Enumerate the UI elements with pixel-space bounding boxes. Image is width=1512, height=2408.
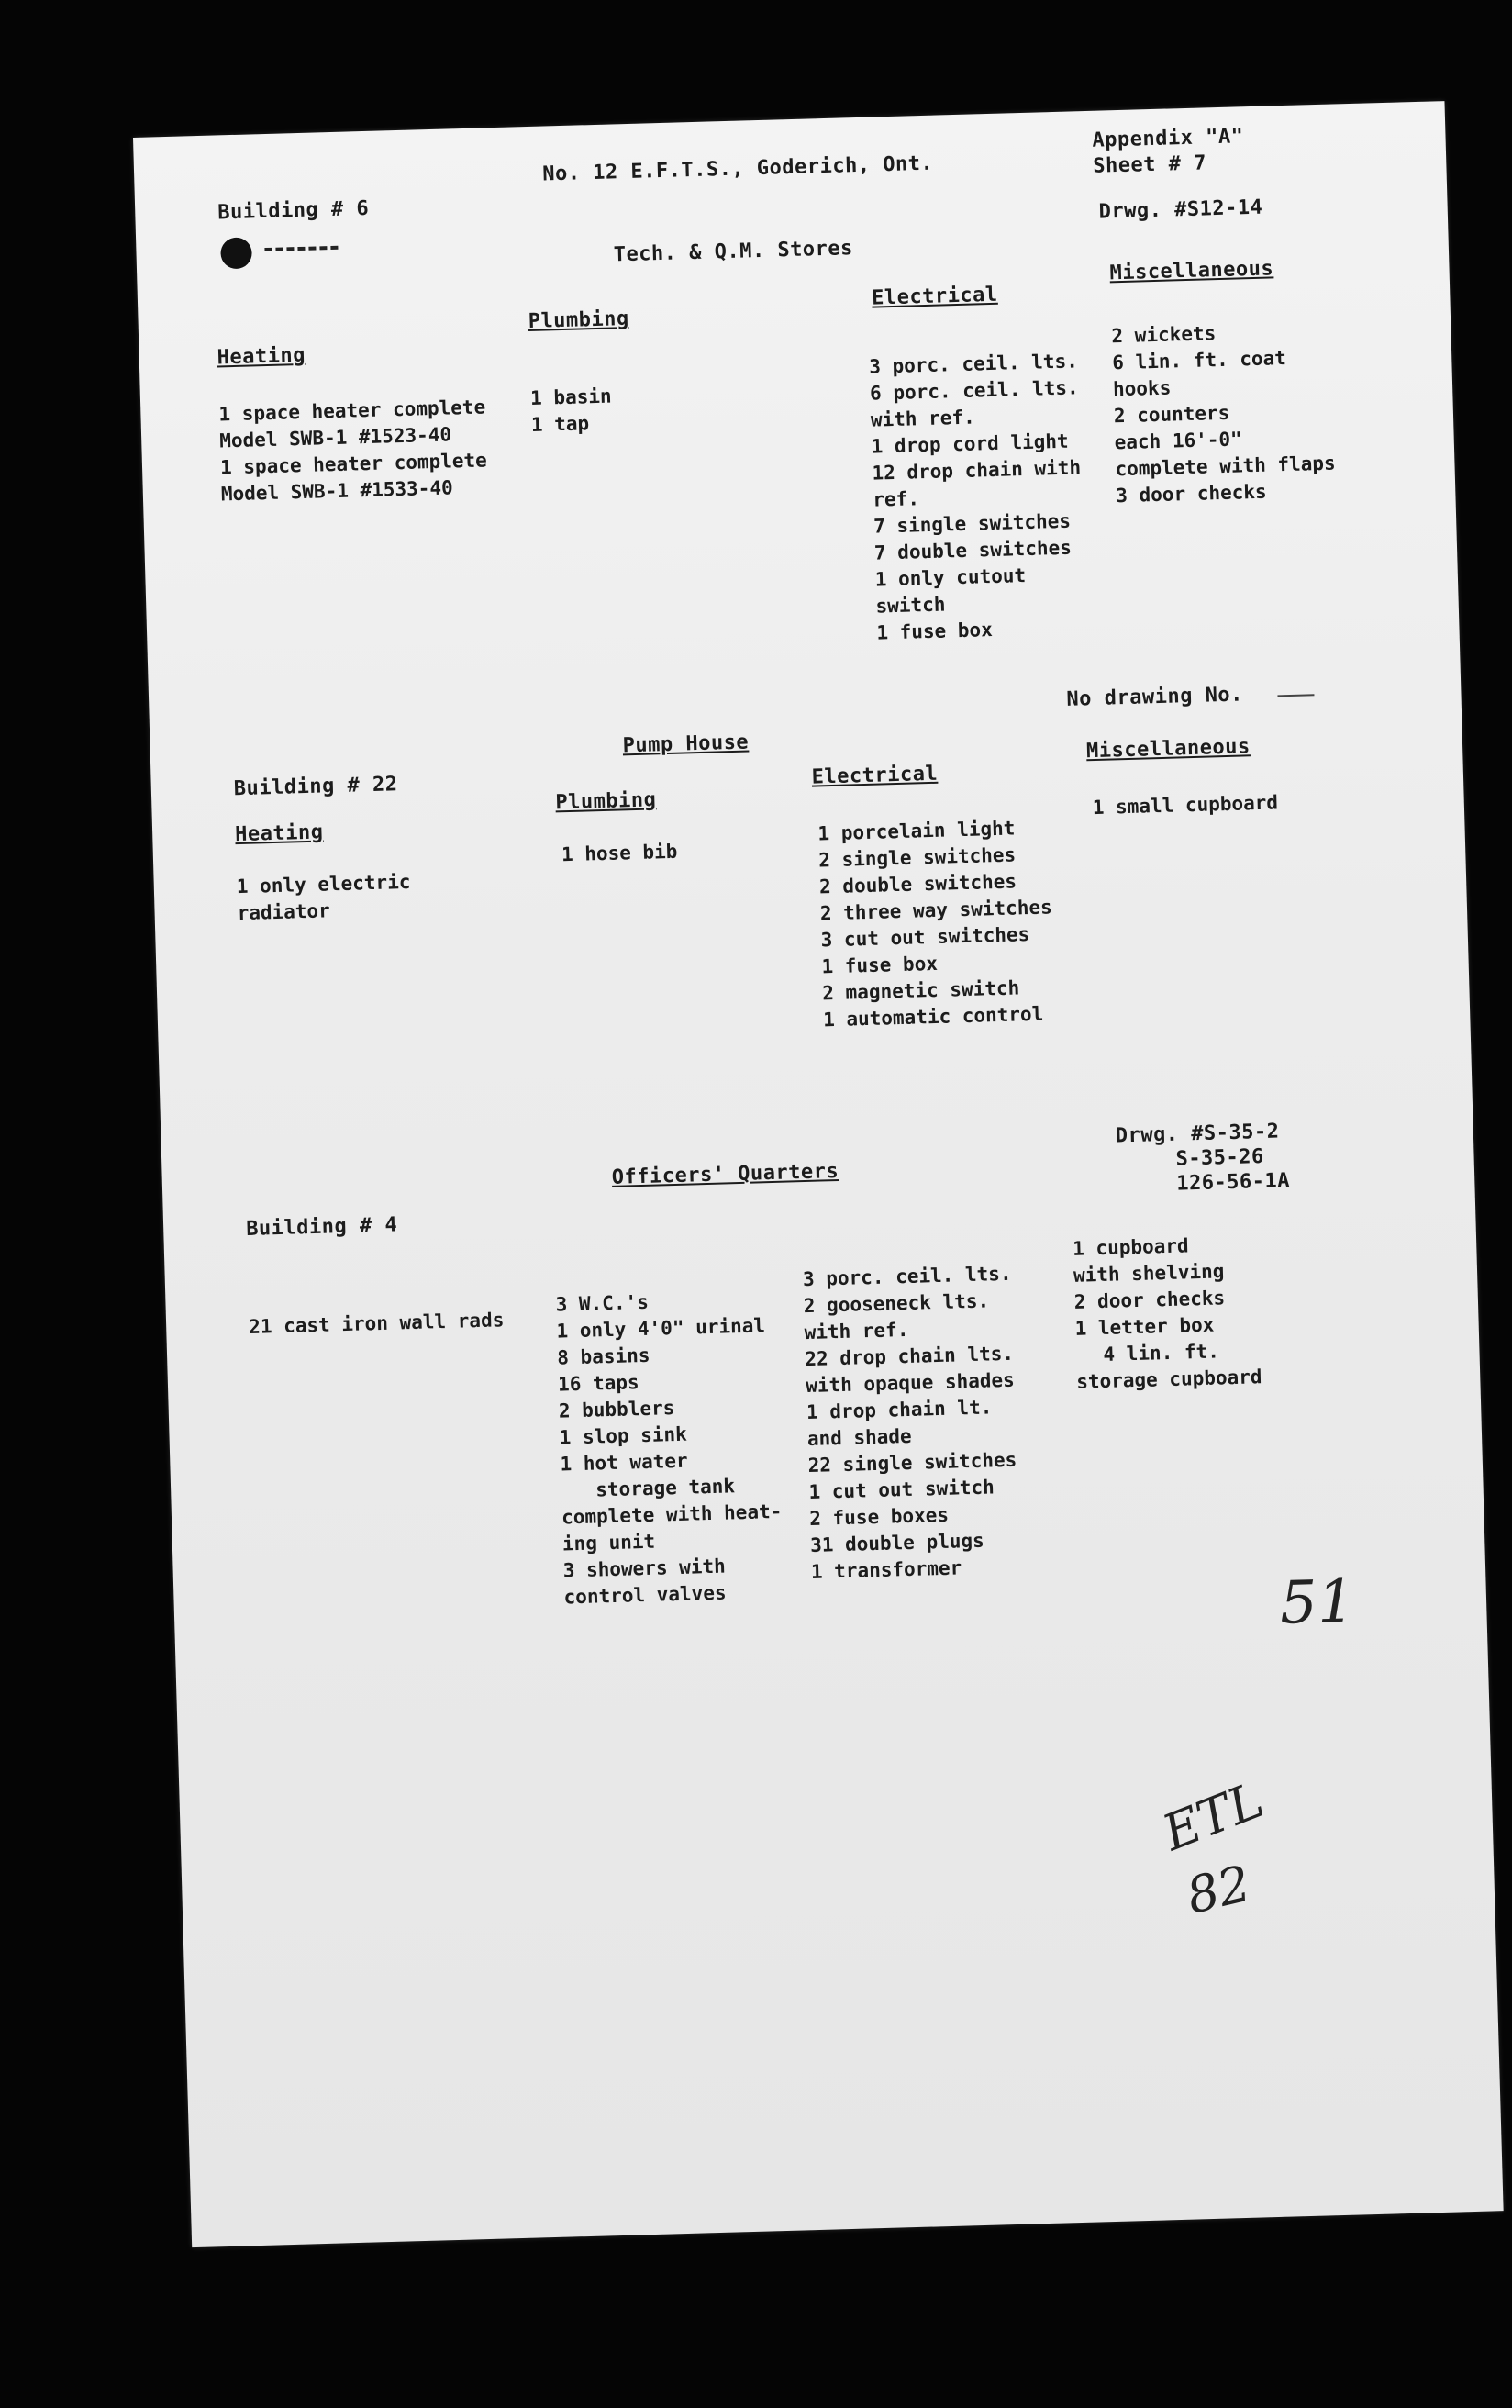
list-item: 1 letter box bbox=[1074, 1313, 1215, 1340]
list-item: with opaque shades bbox=[805, 1368, 1016, 1398]
list-item: 3 porc. ceil. lts. bbox=[802, 1262, 1012, 1291]
list-item: each 16'-0" bbox=[1114, 428, 1243, 454]
list-item: Model SWB-1 #1533-40 bbox=[220, 476, 453, 506]
ink-blot-mark bbox=[220, 237, 252, 269]
list-item: 3 porc. ceil. lts. bbox=[868, 350, 1079, 378]
list-item: 2 single switches bbox=[817, 843, 1017, 872]
list-item: with ref. bbox=[870, 406, 975, 431]
drawing-number: S-35-26 bbox=[1175, 1145, 1265, 1171]
list-item: 1 transformer bbox=[810, 1556, 962, 1583]
list-item: 4 lin. ft. bbox=[1103, 1340, 1220, 1366]
list-item: switch bbox=[875, 593, 946, 618]
list-item: 1 small cupboard bbox=[1092, 791, 1279, 819]
list-item: 1 drop cord light bbox=[871, 429, 1069, 458]
list-item: 1 slop sink bbox=[559, 1422, 688, 1449]
section-title: Pump House bbox=[622, 730, 750, 758]
list-item: 7 double switches bbox=[873, 536, 1073, 564]
list-item: 2 counters bbox=[1113, 401, 1230, 428]
list-item: 8 basins bbox=[556, 1343, 650, 1369]
dash-mark bbox=[264, 246, 338, 251]
list-item: with ref. bbox=[804, 1318, 909, 1344]
misc-list bbox=[1111, 318, 1337, 510]
electrical-heading: Electrical bbox=[811, 762, 939, 789]
list-item: 2 wickets bbox=[1111, 322, 1217, 348]
list-item: 3 showers with bbox=[562, 1555, 727, 1582]
list-item: 1 tap bbox=[530, 412, 590, 437]
list-item: hooks bbox=[1112, 376, 1172, 401]
list-item: 2 gooseneck lts. bbox=[803, 1289, 990, 1318]
misc-list bbox=[1073, 1231, 1262, 1396]
list-item: 2 fuse boxes bbox=[808, 1503, 950, 1530]
list-item: and shade bbox=[806, 1424, 912, 1451]
list-item: 22 drop chain lts. bbox=[805, 1342, 1015, 1371]
list-item: 31 double plugs bbox=[809, 1529, 985, 1556]
heating-heading: Heating bbox=[217, 343, 306, 370]
list-item: 2 door checks bbox=[1073, 1287, 1226, 1313]
list-item: 3 cut out switches bbox=[820, 923, 1030, 952]
drawing-number: Drwg. #S12-14 bbox=[1098, 195, 1263, 224]
electrical-list bbox=[869, 348, 1085, 646]
building-label: Building # 6 bbox=[217, 196, 370, 225]
document-page bbox=[133, 101, 1504, 2247]
heating-list bbox=[249, 1307, 505, 1341]
heating-heading: Heating bbox=[234, 820, 324, 847]
list-item: complete with flaps bbox=[1115, 452, 1336, 481]
dash-mark bbox=[1277, 694, 1314, 697]
list-item: 1 porcelain light bbox=[817, 817, 1016, 845]
list-item: storage cupboard bbox=[1075, 1366, 1262, 1393]
list-item: 1 fuse box bbox=[876, 619, 994, 644]
list-item: 1 space heater complete bbox=[218, 396, 486, 426]
list-item: 7 single switches bbox=[873, 509, 1072, 538]
list-item: 3 door checks bbox=[1115, 480, 1267, 507]
list-item: 1 cupboard bbox=[1072, 1234, 1189, 1260]
list-item: 22 single switches bbox=[807, 1448, 1017, 1477]
list-item: 3 W.C.'s bbox=[555, 1290, 650, 1316]
list-item: 6 lin. ft. coat bbox=[1111, 347, 1287, 374]
plumbing-list bbox=[561, 839, 678, 869]
list-item: 21 cast iron wall rads bbox=[248, 1309, 505, 1338]
list-item: 1 cut out switch bbox=[808, 1476, 995, 1504]
list-item: 12 drop chain with bbox=[872, 456, 1082, 485]
section-title: Officers' Quarters bbox=[611, 1159, 839, 1189]
drawing-number: No drawing No. bbox=[1066, 683, 1244, 711]
list-item: 1 fuse box bbox=[821, 952, 939, 978]
list-item: 16 taps bbox=[557, 1371, 639, 1396]
electrical-list bbox=[803, 1261, 1020, 1586]
section-title: Tech. & Q.M. Stores bbox=[613, 237, 854, 267]
plumbing-heading: Plumbing bbox=[555, 788, 657, 815]
list-item: with shelving bbox=[1073, 1260, 1225, 1287]
list-item: Model SWB-1 #1523-40 bbox=[218, 423, 452, 452]
plumbing-list bbox=[530, 384, 613, 439]
list-item: 1 only electric bbox=[236, 870, 411, 898]
initials-handwritten: ETL bbox=[1154, 1770, 1272, 1863]
sheet-label: Sheet # 7 bbox=[1092, 151, 1207, 178]
list-item: 2 double switches bbox=[818, 870, 1017, 898]
list-item: storage tank bbox=[595, 1475, 736, 1501]
heating-list bbox=[218, 394, 488, 507]
list-item: 1 space heater complete bbox=[219, 449, 488, 479]
miscellaneous-heading: Miscellaneous bbox=[1109, 257, 1274, 285]
list-item: ref. bbox=[872, 487, 920, 511]
electrical-heading: Electrical bbox=[871, 283, 998, 310]
plumbing-list bbox=[555, 1286, 784, 1611]
building-label: Building # 22 bbox=[233, 773, 398, 801]
list-item: radiator bbox=[237, 899, 331, 925]
plumbing-heading: Plumbing bbox=[528, 307, 630, 334]
blot-dot bbox=[220, 237, 252, 269]
list-item: 2 bubblers bbox=[558, 1397, 675, 1422]
list-item: control valves bbox=[563, 1581, 727, 1609]
misc-list bbox=[1092, 789, 1278, 821]
list-item: 1 only 4'0" urinal bbox=[556, 1314, 766, 1343]
miscellaneous-heading: Miscellaneous bbox=[1085, 735, 1251, 764]
code-handwritten: 82 bbox=[1181, 1854, 1256, 1925]
document-title: No. 12 E.F.T.S., Goderich, Ont. bbox=[541, 151, 934, 186]
page-number-handwritten: 51 bbox=[1279, 1567, 1356, 1638]
electrical-list bbox=[817, 814, 1055, 1033]
drawing-number: Drwg. #S-35-2 bbox=[1115, 1120, 1280, 1148]
list-item: 1 hot water bbox=[560, 1449, 688, 1476]
list-item: ing unit bbox=[561, 1530, 656, 1555]
building-label: Building # 4 bbox=[245, 1213, 398, 1242]
list-item: 1 drop chain lt. bbox=[806, 1396, 993, 1424]
list-item: 2 three way switches bbox=[819, 896, 1053, 925]
list-item: 2 magnetic switch bbox=[821, 976, 1020, 1005]
list-item: 1 basin bbox=[529, 385, 612, 410]
drawing-number: 126-56-1A bbox=[1175, 1169, 1291, 1196]
list-item: 6 porc. ceil. lts. bbox=[869, 376, 1079, 405]
list-item: 1 automatic control bbox=[822, 1002, 1044, 1031]
heating-list bbox=[236, 869, 411, 927]
list-item: complete with heat- bbox=[561, 1499, 783, 1529]
list-item: 1 only cutout bbox=[874, 564, 1027, 591]
list-item: 1 hose bib bbox=[561, 840, 678, 866]
appendix-label: Appendix "A" bbox=[1092, 125, 1244, 152]
